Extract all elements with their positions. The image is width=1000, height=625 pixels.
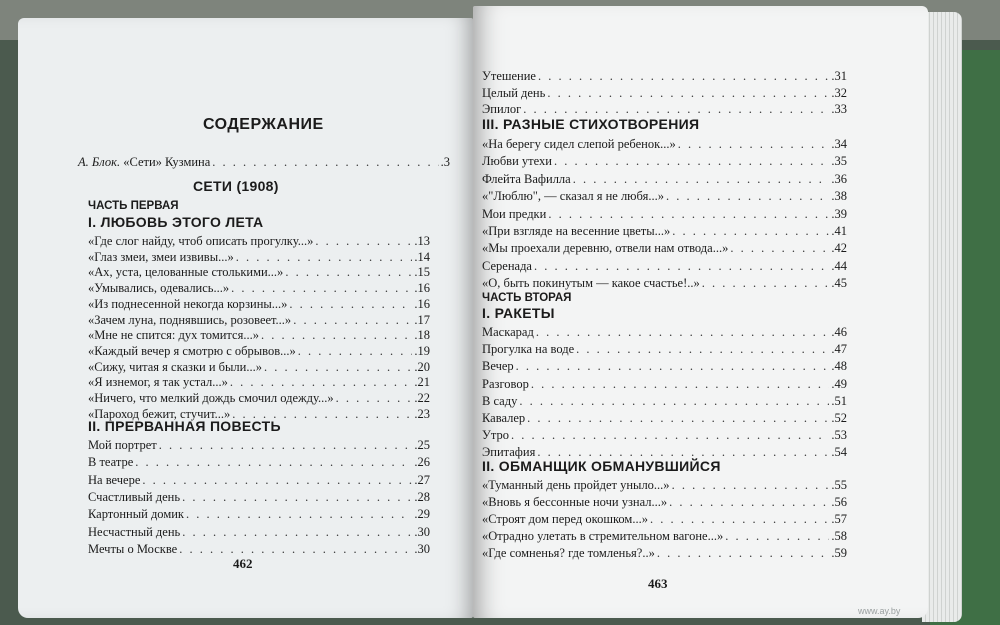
toc-entry — [482, 427, 847, 443]
entry-title: Разговор — [482, 376, 529, 391]
toc-entry — [88, 489, 430, 505]
leader-dots — [531, 376, 830, 392]
book-title: СЕТИ (1908) — [193, 178, 279, 194]
entry-page: .36 — [831, 171, 847, 186]
entry-title: Эпитафия — [482, 445, 536, 460]
entry-page: .29 — [414, 507, 430, 522]
entry-page: .57 — [831, 512, 847, 526]
entry-title: «Глаз змеи, змеи извивы...» — [88, 249, 234, 264]
entry-page: .55 — [831, 478, 847, 492]
toc-entry — [88, 541, 430, 557]
toc-entry — [482, 528, 847, 544]
leader-dots — [179, 541, 412, 557]
entry-title: «Каждый вечер я смотрю с обрывов...» — [88, 343, 296, 358]
part-heading: ЧАСТЬ ПЕРВАЯ — [88, 200, 179, 212]
intro-title: «Сети» Кузмина — [123, 155, 211, 169]
toc-entry — [482, 275, 847, 291]
entry-title: «Зачем луна, поднявшись, розовеет...» — [88, 312, 292, 327]
entry-title: В саду — [482, 393, 518, 408]
entry-page: .41 — [831, 224, 847, 238]
leader-dots — [725, 528, 829, 544]
entry-title: Картонный домик — [88, 507, 184, 522]
toc-entry — [88, 296, 430, 312]
entry-title: «Строят дом перед окошком...» — [482, 512, 648, 526]
leader-dots — [538, 68, 829, 84]
entry-title: Счастливый день — [88, 489, 181, 504]
leader-dots — [212, 154, 438, 170]
entry-title: Мой портрет — [88, 438, 157, 452]
toc-entry — [88, 506, 430, 522]
entry-title: На вечере — [88, 472, 141, 487]
entry-page: .26 — [414, 455, 430, 470]
toc-entry — [482, 101, 847, 117]
leader-dots — [650, 511, 829, 527]
entry-page: .45 — [831, 276, 847, 291]
entry-page: .51 — [831, 393, 847, 408]
toc-entry — [482, 223, 847, 239]
entry-title: «"Люблю", — сказал я не любя...» — [482, 189, 664, 204]
entry-page: .18 — [414, 328, 430, 343]
leader-dots — [672, 477, 830, 493]
entry-title: Целый день — [482, 85, 546, 100]
entry-title: Флейта Вафилла — [482, 171, 571, 186]
toc-entry — [482, 393, 847, 409]
leader-dots — [548, 206, 829, 222]
entry-page: .48 — [831, 359, 847, 374]
entry-page: .38 — [831, 189, 847, 204]
entry-page: .16 — [414, 296, 430, 311]
entry-title: Любви утехи — [482, 154, 552, 169]
leader-dots — [261, 327, 412, 343]
toc-entry — [88, 472, 430, 488]
leader-dots — [298, 343, 413, 359]
entry-page: .17 — [414, 312, 430, 327]
leader-dots — [511, 427, 829, 443]
entry-page: .59 — [831, 546, 847, 560]
section-heading: III. РАЗНЫЕ СТИХОТВОРЕНИЯ — [482, 116, 700, 132]
toc-entry — [88, 280, 430, 296]
entry-title: Мои предки — [482, 206, 547, 221]
leader-dots — [730, 240, 829, 256]
entry-page: .13 — [414, 234, 430, 248]
leader-dots — [547, 85, 829, 101]
leader-dots — [657, 545, 830, 561]
leader-dots — [289, 296, 412, 312]
leader-dots — [519, 393, 829, 409]
toc-entry — [482, 206, 847, 222]
entry-title: В театре — [88, 455, 134, 470]
toc-entry — [88, 343, 430, 359]
toc-entry — [482, 324, 847, 340]
toc-entry — [482, 545, 847, 561]
toc-entry — [482, 188, 847, 204]
leader-dots — [527, 410, 829, 426]
toc-entry — [482, 85, 847, 101]
entry-title: Утро — [482, 428, 509, 443]
toc-entry — [482, 341, 847, 357]
entry-page: .28 — [414, 489, 430, 504]
entry-title: Серенада — [482, 258, 532, 273]
entry-page: .23 — [414, 406, 430, 421]
entry-page: .52 — [831, 411, 847, 425]
leader-dots — [678, 136, 830, 152]
leader-dots — [573, 171, 830, 187]
entry-page: .35 — [831, 154, 847, 169]
entry-page: .46 — [831, 325, 847, 339]
entry-title: «О, быть покинутым — какое счастье!..» — [482, 276, 700, 291]
toc-entry — [482, 68, 847, 84]
entry-title: «Сижу, читая я сказки и были...» — [88, 359, 262, 374]
entry-title: Мечты о Москве — [88, 541, 178, 556]
entry-page: .42 — [831, 241, 847, 256]
section-heading: II. ПРЕРВАННАЯ ПОВЕСТЬ — [88, 418, 281, 434]
leader-dots — [159, 437, 413, 453]
toc-entry — [482, 410, 847, 426]
leader-dots — [666, 188, 829, 204]
entry-title: «Туманный день пройдет уныло...» — [482, 478, 670, 492]
leader-dots — [293, 312, 412, 328]
leader-dots — [182, 524, 412, 540]
entry-title: «Где слог найду, чтоб описать прогулку...» — [88, 234, 314, 248]
entry-page: .58 — [831, 529, 847, 543]
leader-dots — [186, 506, 412, 522]
toc-entry — [88, 359, 430, 375]
leader-dots — [315, 233, 412, 249]
entry-page: .34 — [831, 137, 847, 151]
entry-page: .53 — [831, 428, 847, 443]
entry-title: «При взгляде на весенние цветы...» — [482, 224, 671, 238]
toc-entry — [482, 153, 847, 169]
entry-title: Несчастный день — [88, 524, 181, 539]
leader-dots — [534, 258, 829, 274]
toc-entry — [88, 390, 430, 406]
intro-entry — [78, 154, 450, 170]
leader-dots — [576, 341, 829, 357]
entry-title: «Мы проехали деревню, отвели нам отвода...» — [482, 241, 729, 256]
page-number: 463 — [648, 576, 668, 591]
leader-dots — [142, 472, 412, 488]
leader-dots — [182, 489, 412, 505]
leader-dots — [336, 390, 413, 406]
entry-page: .20 — [414, 359, 430, 374]
page-number: 462 — [233, 556, 253, 571]
entry-page: .14 — [414, 249, 430, 264]
entry-page: .30 — [414, 541, 430, 556]
leader-dots — [536, 324, 830, 340]
toc-entry — [88, 454, 430, 470]
leader-dots — [135, 454, 412, 470]
entry-page: .44 — [831, 258, 847, 273]
leader-dots — [516, 358, 830, 374]
entry-title: «Пароход бежит, стучит...» — [88, 406, 231, 421]
section-heading: II. ОБМАНЩИК ОБМАНУВШИЙСЯ — [482, 458, 721, 474]
leader-dots — [554, 153, 829, 169]
leader-dots — [702, 275, 830, 291]
section-heading: I. РАКЕТЫ — [482, 305, 555, 321]
entry-page: .33 — [831, 102, 847, 116]
entry-page: .25 — [414, 438, 430, 452]
part-heading: ЧАСТЬ ВТОРАЯ — [482, 292, 572, 304]
toc-entry — [88, 249, 430, 265]
entry-page: .56 — [831, 495, 847, 509]
toc-entry — [482, 136, 847, 152]
entry-page: .49 — [831, 376, 847, 391]
entry-page: .30 — [414, 524, 430, 539]
leader-dots — [231, 280, 412, 296]
intro-author: А. Блок. — [78, 155, 121, 169]
toc-entry — [482, 240, 847, 256]
entry-page: .31 — [831, 69, 847, 83]
toc-entry — [88, 374, 430, 390]
contents-heading: СОДЕРЖАНИЕ — [203, 116, 324, 133]
entry-page: .39 — [831, 206, 847, 221]
leader-dots — [669, 494, 829, 510]
toc-entry — [88, 437, 430, 453]
book-page-edges — [922, 12, 962, 622]
entry-page: .15 — [414, 265, 430, 280]
entry-title: Утешение — [482, 69, 536, 83]
entry-title: Вечер — [482, 359, 514, 374]
entry-page: .54 — [831, 445, 847, 460]
entry-title: «Умывались, одевались...» — [88, 281, 230, 296]
leader-dots — [523, 101, 829, 117]
entry-title: «Где сомненья? где томленья?..» — [482, 546, 655, 560]
leader-dots — [236, 249, 413, 265]
entry-page: .22 — [414, 391, 430, 405]
toc-entry — [482, 477, 847, 493]
toc-entry — [482, 494, 847, 510]
entry-title: «Ничего, что мелкий дождь смочил одежду...» — [88, 391, 334, 405]
left-page — [18, 18, 473, 618]
entry-page: .19 — [414, 343, 430, 358]
entry-page: .16 — [414, 281, 430, 296]
entry-title: «Я изнемог, я так устал...» — [88, 375, 228, 390]
entry-title: Эпилог — [482, 102, 522, 116]
entry-title: «Из поднесенной некогда корзины...» — [88, 296, 288, 311]
toc-entry — [482, 171, 847, 187]
leader-dots — [672, 223, 829, 239]
toc-entry — [88, 233, 430, 249]
toc-entry — [88, 524, 430, 540]
toc-entry — [88, 264, 430, 280]
intro-page: .3 — [440, 155, 450, 169]
entry-title: Прогулка на воде — [482, 342, 575, 357]
entry-title: «Мне не спится: дух томится...» — [88, 328, 259, 343]
entry-page: .32 — [831, 85, 847, 100]
entry-page: .27 — [414, 472, 430, 487]
entry-page: .47 — [831, 342, 847, 357]
entry-title: Маскарад — [482, 325, 534, 339]
watermark: www.ay.by — [858, 606, 901, 616]
toc-entry — [482, 376, 847, 392]
toc-entry — [482, 358, 847, 374]
leader-dots — [230, 374, 413, 390]
entry-page: .21 — [414, 375, 430, 390]
entry-title: «Вновь я бессонные ночи узнал...» — [482, 495, 668, 509]
toc-entry — [88, 312, 430, 328]
entry-title: «На берегу сидел слепой ребенок...» — [482, 137, 676, 151]
toc-entry — [482, 258, 847, 274]
section-heading: I. ЛЮБОВЬ ЭТОГО ЛЕТА — [88, 214, 264, 230]
entry-title: «Отрадно улетать в стремительном вагоне...» — [482, 529, 724, 543]
leader-dots — [285, 264, 412, 280]
entry-title: Кавалер — [482, 411, 526, 425]
toc-entry — [482, 511, 847, 527]
right-page — [473, 6, 928, 618]
entry-title: «Ах, уста, целованные столькими...» — [88, 265, 284, 280]
toc-entry — [88, 327, 430, 343]
leader-dots — [264, 359, 412, 375]
